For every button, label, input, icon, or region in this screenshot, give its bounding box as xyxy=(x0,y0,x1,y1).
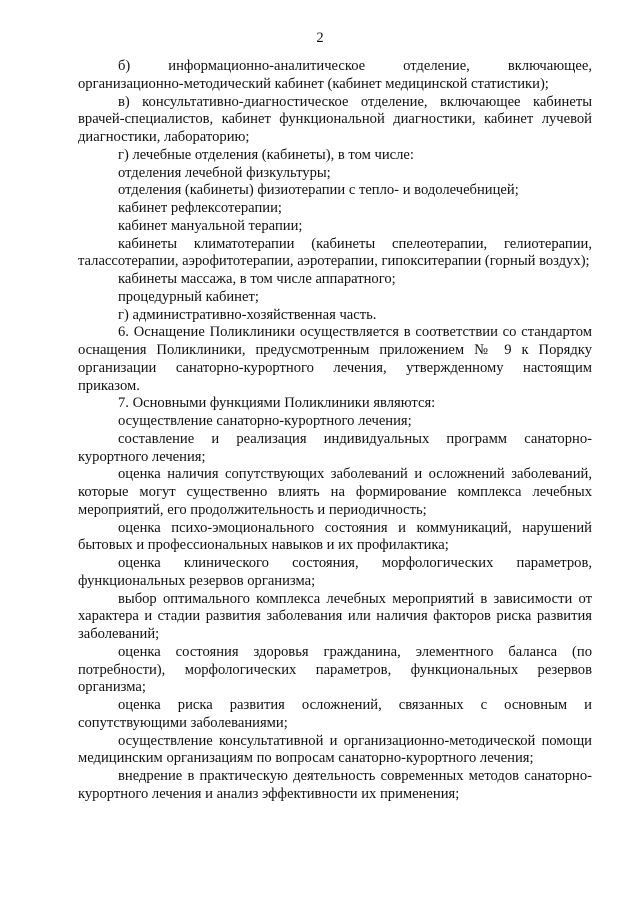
paragraph-manual-therapy: кабинет мануальной терапии; xyxy=(118,217,303,234)
paragraph-function-selection: выбор оптимального комплекса лечебных мероприятий в зависимости от характера и стадии развития заболевания или наличия факторов риска развития заболеваний; xyxy=(78,590,592,642)
document-body xyxy=(78,58,592,804)
paragraph-function-clinical: оценка клинического состояния, морфологических параметров, функциональных резервов организма; xyxy=(78,555,592,589)
paragraph-section-6: 6. Оснащение Поликлиники осуществляется в соответствии со стандартом оснащения Поликлиники, предусмотренным приложением № 9 к Порядку организации санаторно-курортного лечения, утвержденному настоящим приказом. xyxy=(78,324,592,394)
paragraph-item-v: в) консультативно-диагностическое отделение, включающее кабинеты врачей-специалистов, кабинет функциональной диагностики, кабинет лучевой диагностики, лабораторию; xyxy=(78,93,592,145)
paragraph-function-risk: оценка риска развития осложнений, связанных с основным и сопутствующими заболеваниями; xyxy=(78,697,592,731)
paragraph-item-g: г) лечебные отделения (кабинеты), в том числе: xyxy=(118,146,414,163)
page-number: 2 xyxy=(316,30,324,46)
paragraph-physiotherapy: отделения (кабинеты) физиотерапии с тепло- и водолечебницей; xyxy=(118,182,519,199)
paragraph-function-programs: составление и реализация индивидуальных программ санаторно-курортного лечения; xyxy=(78,430,592,465)
paragraph-procedure-room: процедурный кабинет; xyxy=(118,288,259,305)
paragraph-section-7: 7. Основными функциями Поликлиники являются: xyxy=(118,395,436,412)
paragraph-item-b: б) информационно-аналитическое отделение, включающее, организационно-методический кабинет (кабинет медицинской статистики); xyxy=(78,58,592,92)
paragraph-administrative: г) административно-хозяйственная часть. xyxy=(118,306,377,323)
paragraph-physio-therapy: отделения лечебной физкультуры; xyxy=(118,164,331,181)
paragraph-function-consulting: осуществление консультативной и организационно-методической помощи медицинским организациям по вопросам санаторно-курортного лечения; xyxy=(78,732,592,767)
paragraph-function-treatment: осуществление санаторно-курортного лечения; xyxy=(118,413,412,429)
paragraph-function-implementation: внедрение в практическую деятельность современных методов санаторно-курортного лечения и анализ эффективности их применения; xyxy=(78,768,592,802)
paragraph-reflexotherapy: кабинет рефлексотерапии; xyxy=(118,200,282,216)
paragraph-massage: кабинеты массажа, в том числе аппаратного; xyxy=(118,271,396,287)
paragraph-climatotherapy: кабинеты климатотерапии (кабинеты спелеотерапии, гелиотерапии, талассотерапии, аэрофитотерапии, аэротерапии, гипокситерапии (горный воздух); xyxy=(78,235,592,270)
paragraph-function-health: оценка состояния здоровья гражданина, элементного баланса (по потребности), морфологических параметров, функциональных резервов организма; xyxy=(78,643,592,696)
paragraph-function-comorbidity: оценка наличия сопутствующих заболеваний и осложнений заболеваний, которые могут существенно влиять на формирование комплекса лечебных мероприятий, его продолжительность и периодичность; xyxy=(78,466,592,518)
paragraph-function-psycho: оценка психо-эмоционального состояния и коммуникаций, нарушений бытовых и профессиональных навыков и их профилактика; xyxy=(78,519,592,554)
